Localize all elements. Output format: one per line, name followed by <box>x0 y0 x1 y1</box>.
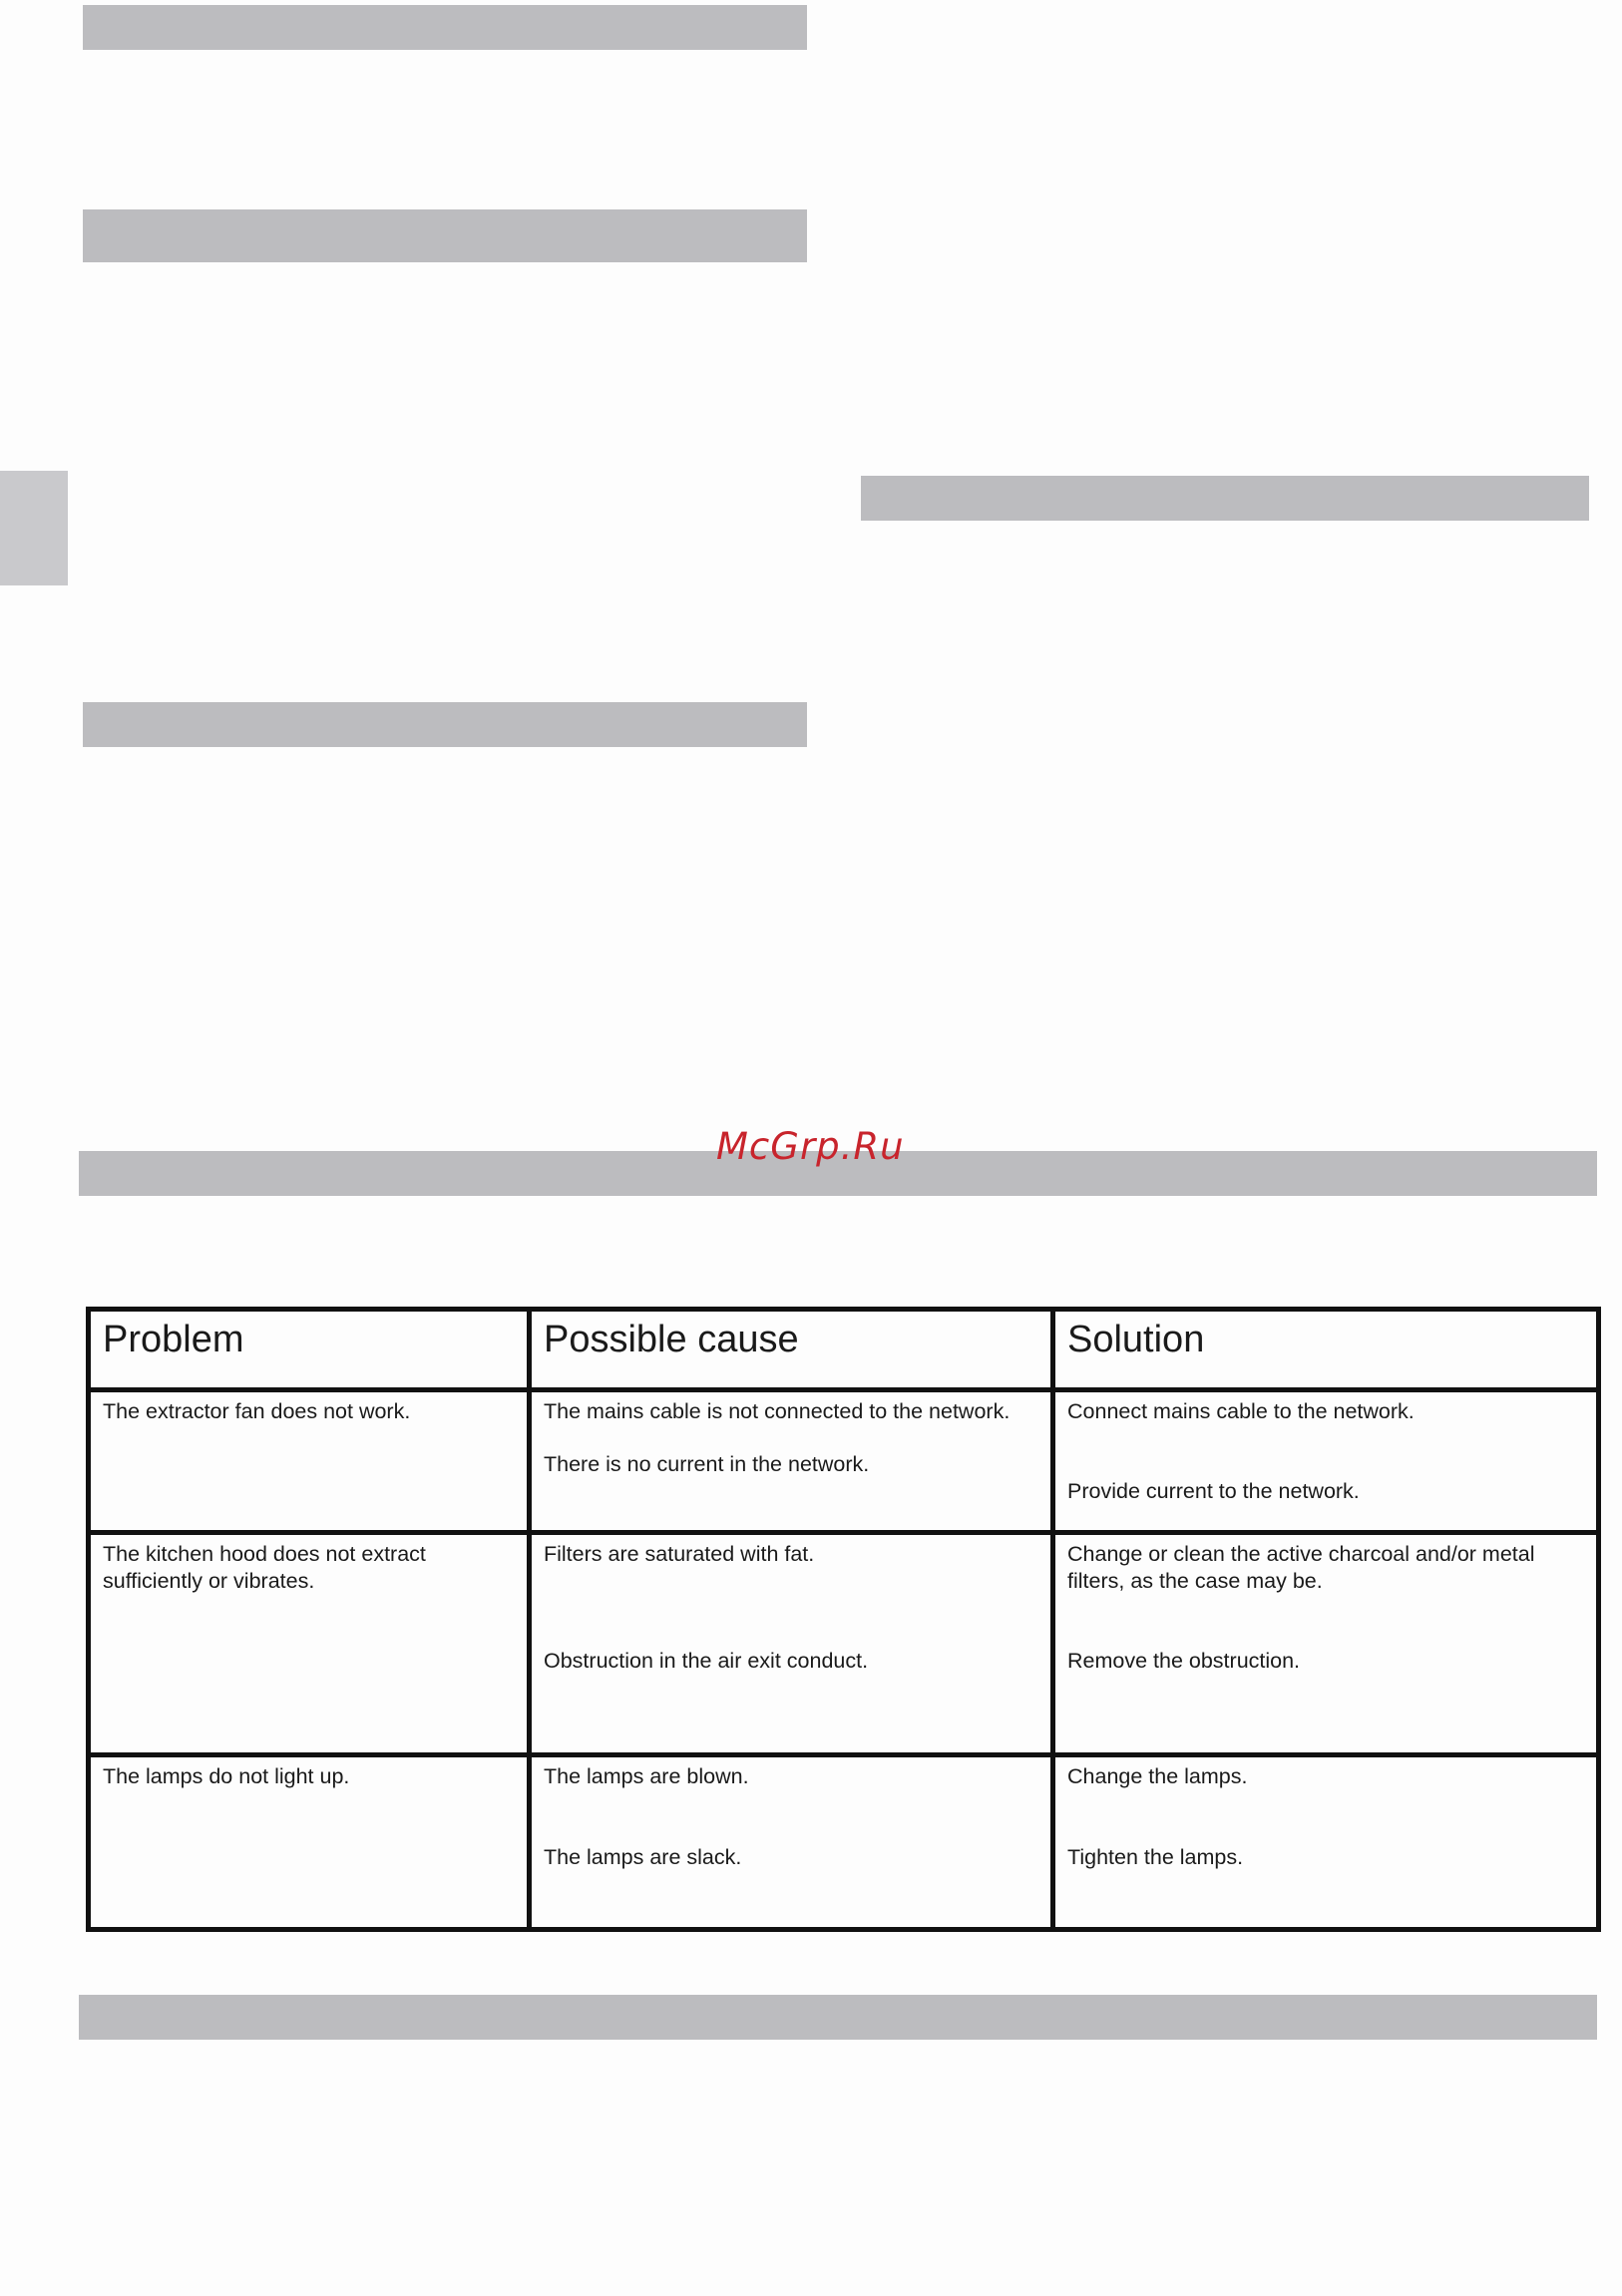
section-header-bar-3 <box>861 476 1589 521</box>
solution-text: Connect mains cable to the network. <box>1067 1399 1415 1423</box>
cause-cell <box>530 1390 1053 1533</box>
cause-text: There is no current in the network. <box>544 1452 870 1476</box>
cause-cell <box>530 1755 1053 1930</box>
cause-text: Filters are saturated with fat. <box>544 1542 815 1566</box>
cause-text: The mains cable is not connected to the network. <box>544 1399 1011 1423</box>
cause-text: The lamps are blown. <box>544 1764 749 1788</box>
table-header-row <box>89 1310 1599 1390</box>
problem-cell <box>89 1755 530 1930</box>
solution-text: Provide current to the network. <box>1067 1479 1360 1503</box>
section-header-bar-6 <box>79 1995 1597 2040</box>
troubleshooting-table <box>86 1307 1601 1932</box>
problem-text: The lamps do not light up. <box>103 1764 350 1788</box>
problem-text: The extractor fan does not work. <box>103 1399 411 1423</box>
solution-text: Change or clean the active charcoal and/or metal filters, as the case may be. <box>1067 1542 1535 1593</box>
table-row <box>89 1390 1599 1533</box>
watermark: McGrp.Ru <box>716 1125 905 1168</box>
solution-text: Remove the obstruction. <box>1067 1649 1301 1673</box>
solution-cell <box>1053 1755 1599 1930</box>
solution-cell <box>1053 1390 1599 1533</box>
problem-cell <box>89 1533 530 1755</box>
header-possible-cause: Possible cause <box>530 1310 1053 1390</box>
section-header-bar-4 <box>83 702 807 747</box>
solution-text: Change the lamps. <box>1067 1764 1248 1788</box>
solution-cell <box>1053 1533 1599 1755</box>
section-header-bar-2 <box>83 209 807 262</box>
problem-text: The kitchen hood does not extract sufficiently or vibrates. <box>103 1542 426 1593</box>
solution-text: Tighten the lamps. <box>1067 1845 1244 1869</box>
section-header-bar-1 <box>83 5 807 50</box>
cause-cell <box>530 1533 1053 1755</box>
table-row <box>89 1755 1599 1930</box>
table-row <box>89 1533 1599 1755</box>
header-problem: Problem <box>89 1310 530 1390</box>
problem-cell <box>89 1390 530 1533</box>
side-tab <box>0 471 68 585</box>
cause-text: The lamps are slack. <box>544 1845 742 1869</box>
header-solution: Solution <box>1053 1310 1599 1390</box>
cause-text: Obstruction in the air exit conduct. <box>544 1649 869 1673</box>
